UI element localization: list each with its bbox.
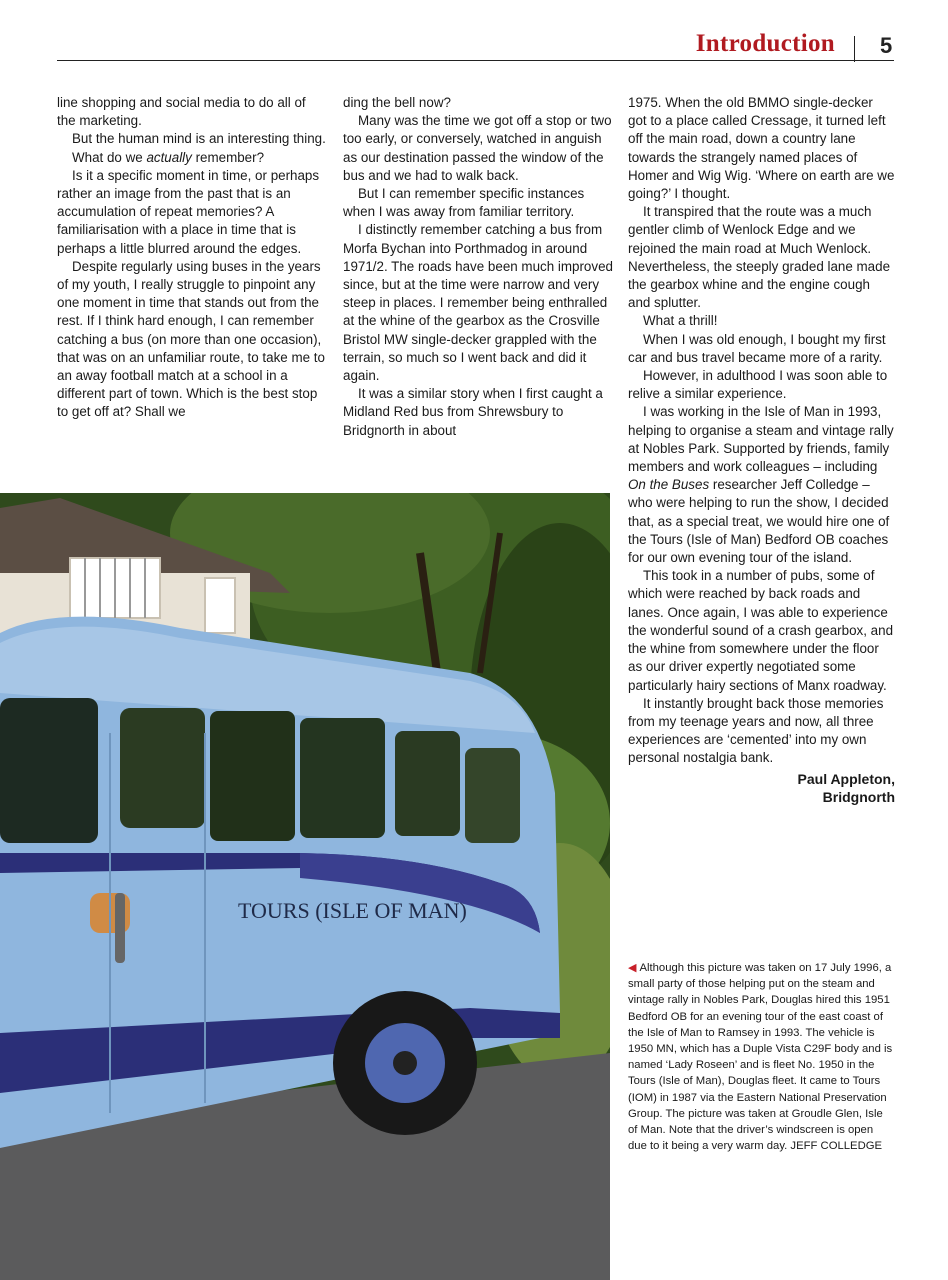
paragraph: ding the bell now? [343,95,451,110]
paragraph: Is it a specific moment in time, or perhaps rather an image from the past that is an accumulation of repeat memories? A familiarisation with a place in time that is perhaps a little blurred around the edges. [57,167,320,256]
emphasis: actually [146,149,192,165]
title-separator [854,36,855,62]
caption-text: Although this picture was taken on 17 July 1996, a small party of those helping put on the steam and vintage rally in Nobles Park, Douglas hired this 1951 Bedford OB for an evening tour of the east coast of the Isle of Man to Ramsey in 1993. The vehicle is 1950 MN, which has a Duple Vista C29F body and is named ‘Lady Roseen’ and is fleet No. 1950 in the Tours (Isle of Man), Douglas fleet. It came to Tours (IOM) in 1987 via the Eastern National Preservation Group. The picture was taken at Groudle Glen, Isle of Man. Note that the driver’s windscreen is open due to it being a very warm day. JEFF COLLEDGE [628,962,893,1153]
paragraph: It instantly brought back those memories from my teenage years and now, all three experiences are ‘cemented’ into my own personal nostalgia bank. [628,695,884,766]
paragraph: It was a similar story when I first caught a Midland Red bus from Shrewsbury to Bridgnorth in about [343,386,603,438]
section-title: Introduction [695,30,835,57]
paragraph: 1975. When the old BMMO single-decker got to a place called Cressage, it turned left off the main road, down a country lane towards the strangely named places of Homer and Wig Wig. ‘Where on earth are we going?’ I thought. [628,95,895,202]
bus-photo [0,493,610,1280]
photo-caption [628,960,895,1154]
byline-name: Paul Appleton, [797,770,895,787]
paragraph: It transpired that the route was a much gentler climb of Wenlock Edge and we rejoined the main road at Much Wenlock. Nevertheless, the steeply graded lane made the gearbox whine and the engine cough and splutter. [628,204,891,311]
text-column-3 [628,94,895,806]
paragraph: What do we actually remember? [72,149,265,165]
paragraph: But the human mind is an interesting thing. [72,131,326,147]
byline-place: Bridgnorth [822,788,895,805]
livery-text: TOURS (ISLE OF MAN) [238,898,467,923]
page-number: 5 [880,33,893,58]
text-column-1 [57,94,327,422]
paragraph: Many was the time we got off a stop or two too early, or conversely, watched in anguish as our destination passed the window of the bus and we had to walk back. [343,113,612,183]
byline [628,770,895,806]
header-rule [57,60,894,61]
paragraph: Despite regularly using buses in the years of my youth, I really struggle to pinpoint any one moment in time that stands out from the rest. If I think hard enough, I can remember catching a bus (on more than one occasion), that was on an unfamiliar route, to take me to an away football match at a school in a different part of town. Which is the best stop to get off at? Shall we [57,258,325,420]
paragraph: I distinctly remember catching a bus from Morfa Bychan into Porthmadog in around 1971/2. The roads have been much improved since, but at the time were narrow and very steep in places. I remember being enthralled at the whine of the gearbox as the Crosville Bristol MW single-decker grappled with the terrain, so much so I went back and did it again. [343,222,613,384]
arrow-left-icon: ◀ [628,962,637,974]
paragraph: What a thrill! [643,313,718,329]
bus [0,617,560,1148]
paragraph: This took in a number of pubs, some of which were reached by back roads and lanes. Once again, I was able to experience the wonderful sound of a crash gearbox, and the whine from somewhere under the floor as our driver expertly negotiated some particularly hairy sections of Manx roadway. [628,568,894,693]
paragraph: line shopping and social media to do all of the marketing. [57,95,306,129]
paragraph: I was working in the Isle of Man in 1993, helping to organise a steam and vintage rally at Nobles Park. Supported by friends, family members and work colleagues – including On the Buses researcher Jeff Colledge – who were helping to run the show, I decided that, as a special treat, we would hire one of the Tours (Isle of Man) Bedford OB coaches for our own evening tour of the island. [628,404,894,566]
emphasis: On the Buses [628,477,710,493]
paragraph: However, in adulthood I was soon able to relive a similar experience. [628,368,888,402]
text-column-2 [343,94,613,440]
paragraph: But I can remember specific instances when I was away from familiar territory. [343,186,585,220]
paragraph: When I was old enough, I bought my first car and bus travel became more of a rarity. [628,331,886,365]
